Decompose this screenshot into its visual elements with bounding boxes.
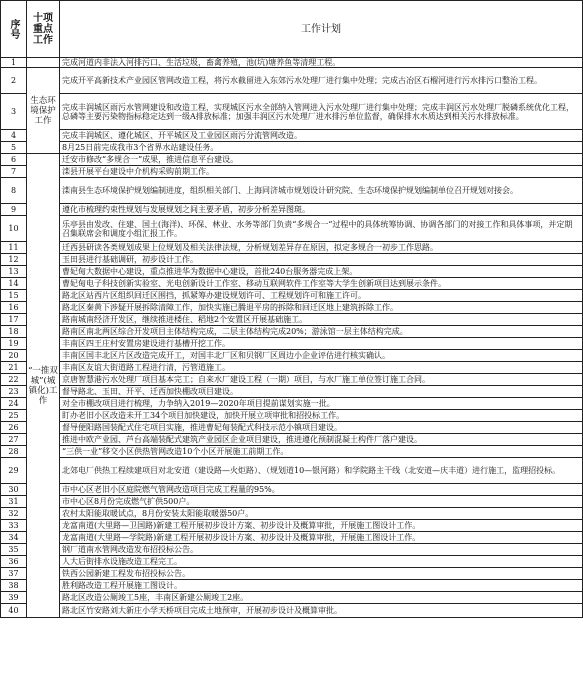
plan-text: 路北区改造公厕竣工5座，丰南区新建公厕竣工2座。 <box>60 592 583 604</box>
table-row <box>1 142 583 154</box>
row-number: 7 <box>1 166 27 178</box>
row-number: 35 <box>1 544 27 556</box>
plan-text: 推进中欧产业园、芦台高端装配式建筑产业园区企业项目建设，推进遵化预制混凝土构件厂落户建设。 <box>60 434 583 446</box>
plan-text: 督导路北、玉田、开平、迁西加快棚改项目建设。 <box>60 386 583 398</box>
plan-text: 人大后街排水设施改造工程完工。 <box>60 556 583 568</box>
table-row <box>1 362 583 374</box>
row-number: 9 <box>1 204 27 216</box>
row-number: 24 <box>1 398 27 410</box>
table-row <box>1 242 583 254</box>
table-row <box>1 278 583 290</box>
row-number: 21 <box>1 362 27 374</box>
plan-text: 完成丰润城区、遵化城区、开平城区及工业园区雨污分流管网改造。 <box>60 130 583 142</box>
plan-text: 督导便阳路国装配式住宅项目实施，推进曹妃甸装配式科技示范小镇项目建设。 <box>60 422 583 434</box>
table-row <box>1 58 583 68</box>
row-number: 12 <box>1 254 27 266</box>
table-row <box>1 508 583 520</box>
header-category: 十项重点工作 <box>27 1 60 58</box>
table-row <box>1 484 583 496</box>
row-number: 33 <box>1 520 27 532</box>
table-row <box>1 216 583 242</box>
row-number: 29 <box>1 458 27 484</box>
plan-text: 8月25日前完成我市3个省界水站建设任务。 <box>60 142 583 154</box>
table-row <box>1 254 583 266</box>
header-plan: 工作计划 <box>60 1 583 58</box>
table-row <box>1 338 583 350</box>
table-row <box>1 580 583 592</box>
plan-text: 对全市棚改项目进行梳理，力争纳入2019—2020年项目提前谋划实施一批。 <box>60 398 583 410</box>
plan-text: 遵化市梳理约束性规划与发展规划之间主要矛盾，初步分析差异图斑。 <box>60 204 583 216</box>
plan-text: 迁安市修改“多规合一”成果，推进信息平台建设。 <box>60 154 583 166</box>
table-row <box>1 496 583 508</box>
table-row <box>1 556 583 568</box>
table-row <box>1 422 583 434</box>
plan-text: 钢厂道南水管网改造发布招投标公告。 <box>60 544 583 556</box>
row-number: 31 <box>1 496 27 508</box>
plan-text: 滦南县生态环境保护规划编制进度，组织相关部门、上海同济城市规划设计研究院、生态环境保护规划编制单位召开规划对接会。 <box>60 178 583 204</box>
table-row <box>1 458 583 484</box>
plan-text: 盯办老旧小区改造未开工34个项目加快建设，加快开展立项审批和招投标工作。 <box>60 410 583 422</box>
plan-text: 京唐智慧港污水处理厂项目基本完工；自来水厂建设工程（一期）项目，与水厂施工单位签订施工合同。 <box>60 374 583 386</box>
plan-text: 完成河道内非法入河排污口、生活垃圾，畜禽养殖，池(坑)塘养鱼等清理工程。 <box>60 58 583 68</box>
table-body <box>1 58 583 618</box>
table-row <box>1 302 583 314</box>
row-number: 26 <box>1 422 27 434</box>
plan-text: 迁西县研读各类规划成果上位规划及相关法律法规，分析规划差异存在原因，拟定多规合一初步工作思路。 <box>60 242 583 254</box>
row-number: 2 <box>1 68 27 94</box>
plan-text: 丰南区国丰北区片区改造完成开工，对国丰北厂区和贝钢厂区周边小企业评估进行核实确认。 <box>60 350 583 362</box>
plan-text: 路北区站西片区组织回迁区围挡，抓紧筹办建设规划许可、工程规划许可和施工许可。 <box>60 290 583 302</box>
row-number: 32 <box>1 508 27 520</box>
plan-text: 丰南区四王庄村安置房建设进行基槽开挖工作。 <box>60 338 583 350</box>
table-row <box>1 398 583 410</box>
plan-text: 龙富南道(大里路—学院路)新建工程开展初步设计方案、初步设计及概算审批，开展施工图设计工作。 <box>60 532 583 544</box>
plan-text: 农村太阳能取暖试点，8月份安装太阳能取暖器50户。 <box>60 508 583 520</box>
plan-text: 曹妃甸大数据中心建设，重点推进华为数据中心建设，首批240台服务器完成上架。 <box>60 266 583 278</box>
table-row <box>1 266 583 278</box>
table-row <box>1 544 583 556</box>
plan-text: 完成开平高新技术产业园区管网改造工程，将污水截留进入东郊污水处理厂进行集中处理；完成古冶区石榴河进行污水排污口整治工程。 <box>60 68 583 94</box>
row-number: 27 <box>1 434 27 446</box>
plan-text: “三供一业”移交小区供热管网改造10个小区开展施工前期工作。 <box>60 446 583 458</box>
table-row <box>1 520 583 532</box>
row-number: 37 <box>1 568 27 580</box>
plan-text: 市中心区8月份完成燃气扩供500户。 <box>60 496 583 508</box>
plan-text: 市中心区老旧小区庭院燃气管网改造项目完成工程量的95%。 <box>60 484 583 496</box>
table-row <box>1 434 583 446</box>
table-row <box>1 68 583 94</box>
plan-text: 路北区竹安路刘大新庄小学天桥项目完成土地预审，开展初步设计及概算审批。 <box>60 604 583 618</box>
row-number: 30 <box>1 484 27 496</box>
plan-text: 铁西公园新建工程发布招投标公告。 <box>60 568 583 580</box>
plan-text: 路北区秦黄下涉疑开展拆除清障工作，加快实施已腾退平房的拆除和回迁区地上建筑拆除工作。 <box>60 302 583 314</box>
table-row <box>1 604 583 618</box>
table-row <box>1 178 583 204</box>
plan-text: 乐亭县由发改、住建、国土(海洋)、环保、林业、水务等部门负责“多规合一”过程中的具体统筹协调、协调各部门的对接工作和具体事项，并定期召集联席会和调度小组汇报工作。 <box>60 216 583 242</box>
table-row <box>1 446 583 458</box>
row-number: 36 <box>1 556 27 568</box>
table-row <box>1 326 583 338</box>
table-row <box>1 410 583 422</box>
table-row <box>1 374 583 386</box>
row-number: 38 <box>1 580 27 592</box>
category-village: “一推双城”(城镇化)工作 <box>27 154 60 618</box>
plan-text: 路南城南经济开发区，继续推进楼住、稻地2个安置区开展基础施工。 <box>60 314 583 326</box>
table-row <box>1 314 583 326</box>
row-number: 34 <box>1 532 27 544</box>
row-number: 20 <box>1 350 27 362</box>
row-number: 14 <box>1 278 27 290</box>
row-number: 39 <box>1 592 27 604</box>
header-row <box>1 1 583 58</box>
row-number: 23 <box>1 386 27 398</box>
plan-text: 北郊电厂供热工程续建项目对北安道（建设路—火炬路）、（规划道10—银河路）和学院路主干线（北安道—庆丰道）进行施工，监理招投标。 <box>60 458 583 484</box>
row-number: 10 <box>1 216 27 242</box>
row-number: 40 <box>1 604 27 618</box>
plan-text: 龙富南道(大里路—卫国路)新建工程开展初步设计方案、初步设计及概算审批，开展施工图设计工作。 <box>60 520 583 532</box>
plan-text: 完成丰润城区雨污水管网建设和改造工程，实现城区污水全部纳入管网进入污水处理厂进行集中处理；完成丰润区污水处理厂脱磷系统优化工程，总磷等主要污染物指标稳定达到一级A排放标准；加强丰润区污水处理厂进水排污单位监督，确保排水水质达到相关污水排放标准。 <box>60 94 583 130</box>
table-row <box>1 350 583 362</box>
row-number: 11 <box>1 242 27 254</box>
row-number: 8 <box>1 178 27 204</box>
plan-text: 丰南区友谊大街道路工程进行清，污管道施工。 <box>60 362 583 374</box>
table-row <box>1 130 583 142</box>
row-number: 3 <box>1 94 27 130</box>
row-number: 25 <box>1 410 27 422</box>
row-number: 4 <box>1 130 27 142</box>
category-env: 生态环境保护工作 <box>27 68 60 154</box>
row-number: 22 <box>1 374 27 386</box>
plan-text: 路南区南北两区综合开发项目主体结构完成，二层主体结构完成20%；游泳馆一层主体结构完成。 <box>60 326 583 338</box>
table-row <box>1 386 583 398</box>
table-row <box>1 532 583 544</box>
row-number: 1 <box>1 58 27 68</box>
table-row <box>1 154 583 166</box>
row-number: 17 <box>1 314 27 326</box>
row-number: 15 <box>1 290 27 302</box>
table-row <box>1 290 583 302</box>
table-row <box>1 592 583 604</box>
row-number: 6 <box>1 154 27 166</box>
row-number: 5 <box>1 142 27 154</box>
plan-text: 曹妃甸电子科技创新实验室、光电创新设计工作室、移动互联网软件工作室等大学生创新项目达到展示条件。 <box>60 278 583 290</box>
plan-text: 滦县开展平台建设中介机构采购前期工作。 <box>60 166 583 178</box>
row-number: 13 <box>1 266 27 278</box>
category-blank <box>27 58 60 68</box>
row-number: 18 <box>1 326 27 338</box>
row-number: 28 <box>1 446 27 458</box>
plan-text: 玉田县进行基础调研，初步设计工作。 <box>60 254 583 266</box>
table-row <box>1 94 583 130</box>
table-row <box>1 204 583 216</box>
table-row <box>1 166 583 178</box>
plan-text: 胜利路改造工程开展施工图设计。 <box>60 580 583 592</box>
table-row <box>1 568 583 580</box>
row-number: 19 <box>1 338 27 350</box>
header-num: 序号 <box>1 1 27 58</box>
row-number: 16 <box>1 302 27 314</box>
